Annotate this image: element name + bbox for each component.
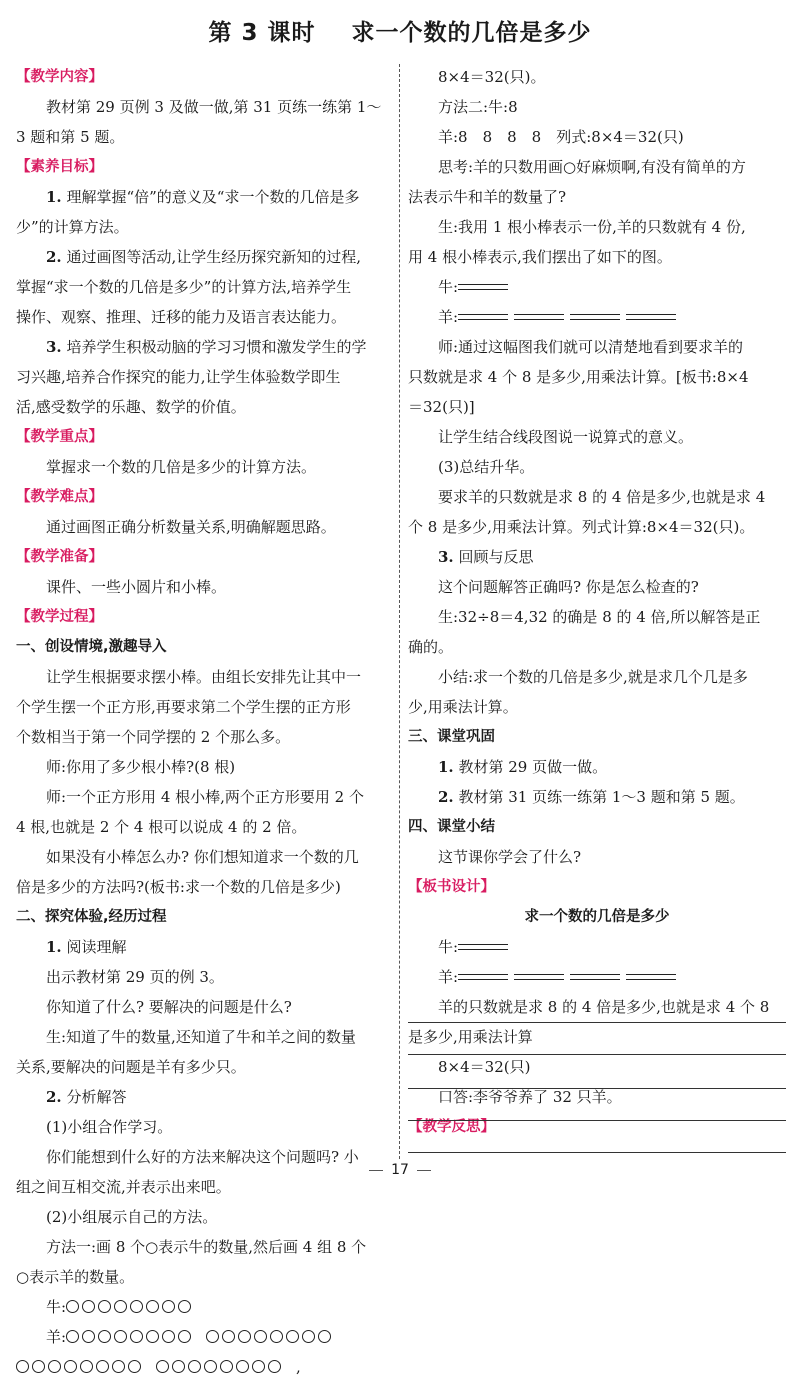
text-line [408,512,786,542]
text-line [408,992,786,1022]
text-line [16,182,392,212]
item-number: 2. [438,788,454,806]
item-number: 1. [46,188,62,206]
segment-bar [570,974,620,980]
circle-group [206,1322,334,1352]
line-text: 4 根,也就是 2 个 4 根可以说成 4 的 2 倍。 [16,818,307,836]
text-line [408,542,786,572]
line-text: ○表示羊的数量。 [16,1268,135,1286]
text-line [408,842,786,872]
section-tag: 【教学过程】 [16,609,103,625]
line-text: 分析解答 [66,1088,127,1106]
circle-icon [178,1300,191,1313]
circle-diagram-row [16,1292,392,1322]
item-number: 1. [438,758,454,776]
circle-icon [114,1300,127,1313]
text-line [16,722,392,752]
text-line [408,572,786,602]
circle-icon [128,1360,141,1373]
text-line [16,1202,392,1232]
text-line [408,662,786,692]
line-text: 教材第 29 页例 3 及做一做,第 31 页练一练第 1～ [46,98,382,116]
segment-diagram-row [408,302,786,332]
line-text: 小结:求一个数的几倍是多少,就是求几个几是多 [438,668,748,686]
text-line [408,482,786,512]
segment-bar [458,974,508,980]
line-text: 个 8 是多少,用乘法计算。列式计算:8×4＝32(只)。 [408,518,755,536]
line-text: ＝32(只)] [408,398,475,416]
line-text: 活,感受数学的乐趣、数学的价值。 [16,398,246,416]
line-text: 确的。 [408,638,454,656]
page-number-text: 17 [391,1162,409,1178]
text-line [16,1022,392,1052]
reflection-line [408,1022,786,1023]
text-line [16,1052,392,1082]
line-text: 个数相当于第一个同学摆的 2 个那么多。 [16,728,291,746]
segment-bar [458,314,508,320]
line-text: 口答:李爷爷养了 32 只羊。 [438,1088,622,1106]
text-line [408,152,786,182]
circle-group [66,1292,194,1322]
line-text: 少,用乘法计算。 [408,698,518,716]
circle-icon [48,1360,61,1373]
line-text: 回顾与反思 [458,548,534,566]
text-line [16,992,392,1022]
line-text: 这节课你学会了什么? [438,848,582,866]
text-line [16,1262,392,1292]
line-text: 培养学生积极动脑的学习习惯和激发学生的学 [66,338,367,356]
circle-icon [32,1360,45,1373]
line-text: 教材第 29 页做一做。 [458,758,608,776]
circle-diagram-row [16,1352,392,1382]
line-text: 方法一:画 8 个○表示牛的数量,然后画 4 组 8 个 [46,1238,367,1256]
segment-bar [626,974,676,980]
line-text: 习兴趣,培养合作探究的能力,让学生体验数学即生 [16,368,341,386]
line-text: 用 4 根小棒表示,我们摆出了如下的图。 [408,248,672,266]
reflection-line [408,1054,786,1055]
line-text: 你知道了什么? 要解决的问题是什么? [46,998,292,1016]
line-text: 只数就是求 4 个 8 是多少,用乘法计算。[板书:8×4 [408,368,749,386]
line-text: 通过画图正确分析数量关系,明确解题思路。 [46,518,336,536]
text-line [16,122,392,152]
text-line [408,422,786,452]
circle-icon [252,1360,265,1373]
circle-icon [112,1360,125,1373]
text-line [16,332,392,362]
text-line [408,752,786,782]
segment-bar [570,314,620,320]
section-heading: 四、课堂小结 [408,819,495,835]
circle-icon [82,1300,95,1313]
line-text: 课件、一些小圆片和小棒。 [46,578,227,596]
circle-icon [162,1330,175,1343]
circle-icon [98,1330,111,1343]
text-line [16,512,392,542]
segment-diagram-row [408,932,786,962]
text-line [408,212,786,242]
circle-icon [270,1330,283,1343]
line-text: 方法二:牛:8 [438,98,518,116]
line-text: 让学生结合线段图说一说算式的意义。 [438,428,694,446]
circle-icon [178,1330,191,1343]
line-text: 3 题和第 5 题。 [16,128,125,146]
item-number: 2. [46,248,62,266]
lesson-number: 第 3 课时 [208,20,316,46]
text-line [16,872,392,902]
circle-icon [156,1360,169,1373]
circle-icon [98,1300,111,1313]
line-text: 通过画图等活动,让学生经历探究新知的过程, [66,248,361,266]
section-heading: 一、创设情境,激趣导入 [16,639,167,655]
circle-icon [238,1330,251,1343]
circle-group [66,1322,194,1352]
left-column [16,62,392,1382]
circle-icon [80,1360,93,1373]
text-line [16,812,392,842]
circle-icon [130,1330,143,1343]
circle-icon [268,1360,281,1373]
text-line [408,1052,786,1082]
line-text: 如果没有小棒怎么办? 你们想知道求一个数的几 [46,848,359,866]
circle-diagram-row [16,1322,392,1352]
circle-icon [188,1360,201,1373]
segment-diagram-row [408,962,786,992]
line-text: 生:知道了牛的数量,还知道了牛和羊之间的数量 [46,1028,356,1046]
circle-icon [66,1300,79,1313]
line-text: 你们能想到什么好的方法来解决这个问题吗? 小 [46,1148,359,1166]
segment-label: 牛: [438,938,459,956]
text-line [16,1082,392,1112]
section-tag: 【教学反思】 [408,1119,495,1135]
circle-icon [16,1360,29,1373]
text-line [16,662,392,692]
segment-bar [626,314,676,320]
line-text: 生:我用 1 根小棒表示一份,羊的只数就有 4 份, [438,218,746,236]
line-text: 这个问题解答正确吗? 你是怎么检查的? [438,578,699,596]
line-text: (2)小组展示自己的方法。 [46,1208,218,1226]
section-tag: 【教学内容】 [16,69,103,85]
line-text: 羊:8 8 8 8 列式:8×4＝32(只) [438,128,684,146]
item-number: 2. [46,1088,62,1106]
text-line [16,692,392,722]
text-line [408,452,786,482]
line-text: 操作、观察、推理、迁移的能力及语言表达能力。 [16,308,347,326]
lesson-title [0,14,800,47]
item-number: 3. [46,338,62,356]
text-line [408,242,786,272]
segment-diagram-row [408,272,786,302]
text-line [408,782,786,812]
circle-group [156,1352,284,1382]
text-line [408,1022,786,1052]
reflection-line [408,1120,786,1121]
circle-icon [130,1300,143,1313]
segment-label: 羊: [438,308,459,326]
line-text: 法表示牛和羊的数量了? [408,188,567,206]
text-line [408,392,786,422]
circle-label: 羊: [46,1328,67,1346]
line-text: 8×4＝32(只)。 [438,68,546,86]
circle-icon [146,1330,159,1343]
segment-label: 牛: [438,278,459,296]
segment-bar [514,974,564,980]
line-text: 少”的计算方法。 [16,218,129,236]
text-line [16,842,392,872]
text-line [16,452,392,482]
section-tag: 【教学重点】 [16,429,103,445]
line-text: 阅读理解 [66,938,127,956]
line-text: 师:通过这幅图我们就可以清楚地看到要求羊的 [438,338,744,356]
page-number [0,1162,800,1178]
line-text: (1)小组合作学习。 [46,1118,173,1136]
text-line [16,752,392,782]
line-text: 羊的只数就是求 8 的 4 倍是多少,也就是求 4 个 8 [438,998,770,1016]
circle-icon [204,1360,217,1373]
segment-bar [458,284,508,290]
text-line [408,632,786,662]
section-tag: 【教学准备】 [16,549,103,565]
line-text: 掌握“求一个数的几倍是多少”的计算方法,培养学生 [16,278,352,296]
circle-icon [206,1330,219,1343]
section-tag: 【素养目标】 [16,159,103,175]
text-line [16,572,392,602]
line-text: 8×4＝32(只) [438,1058,531,1076]
column-divider [399,64,400,1159]
text-line [408,1082,786,1112]
text-line [16,92,392,122]
circle-icon [220,1360,233,1373]
section-tag: 【板书设计】 [408,879,495,895]
circle-icon [162,1300,175,1313]
segment-label: 羊: [438,968,459,986]
reflection-line [408,1152,786,1153]
text-line [408,182,786,212]
line-text: 让学生根据要求摆小棒。由组长安排先让其中一 [46,668,362,686]
reflection-line [408,1088,786,1089]
text-line [16,392,392,422]
line-text: 是多少,用乘法计算 [408,1028,533,1046]
text-line [16,1232,392,1262]
circle-icon [318,1330,331,1343]
text-line [16,932,392,962]
section-tag: 【教学难点】 [16,489,103,505]
circle-icon [286,1330,299,1343]
right-column [408,62,786,1142]
circle-row-tail: , [296,1358,301,1376]
board-title: 求一个数的几倍是多少 [524,909,670,925]
item-number: 1. [46,938,62,956]
line-text: 组之间互相交流,并表示出来吧。 [16,1178,231,1196]
circle-icon [146,1300,159,1313]
line-text: 出示教材第 29 页的例 3。 [46,968,224,986]
line-text: 思考:羊的只数用画○好麻烦啊,有没有简单的方 [438,158,746,176]
item-number: 3. [438,548,454,566]
circle-group [16,1352,144,1382]
line-text: 师:你用了多少根小棒?(8 根) [46,758,236,776]
text-line [408,362,786,392]
line-text: 教材第 31 页练一练第 1～3 题和第 5 题。 [458,788,745,806]
section-heading: 三、课堂巩固 [408,729,495,745]
line-text: 个学生摆一个正方形,再要求第二个学生摆的正方形 [16,698,351,716]
line-text: 师:一个正方形用 4 根小棒,两个正方形要用 2 个 [46,788,364,806]
text-line [408,122,786,152]
line-text: 关系,要解决的问题是羊有多少只。 [16,1058,246,1076]
text-line [16,962,392,992]
segment-bar [458,944,508,950]
lesson-topic: 求一个数的几倍是多少 [351,20,592,46]
circle-icon [96,1360,109,1373]
section-heading: 二、探究体验,经历过程 [16,909,167,925]
circle-icon [114,1330,127,1343]
text-line [408,692,786,722]
text-line [16,272,392,302]
line-text: 生:32÷8＝4,32 的确是 8 的 4 倍,所以解答是正 [438,608,761,626]
circle-icon [82,1330,95,1343]
line-text: 要求羊的只数就是求 8 的 4 倍是多少,也就是求 4 [438,488,766,506]
line-text: 倍是多少的方法吗?(板书:求一个数的几倍是多少) [16,878,341,896]
text-line [16,362,392,392]
circle-icon [172,1360,185,1373]
circle-icon [64,1360,77,1373]
line-text: 理解掌握“倍”的意义及“求一个数的几倍是多 [66,188,360,206]
circle-icon [236,1360,249,1373]
text-line [408,332,786,362]
text-line [16,302,392,332]
text-line [408,602,786,632]
text-line [408,92,786,122]
line-text: (3)总结升华。 [438,458,535,476]
text-line [16,782,392,812]
segment-bar [514,314,564,320]
circle-label: 牛: [46,1298,67,1316]
text-line [16,212,392,242]
circle-icon [66,1330,79,1343]
circle-icon [254,1330,267,1343]
line-text: 掌握求一个数的几倍是多少的计算方法。 [46,458,317,476]
circle-icon [302,1330,315,1343]
text-line [16,1112,392,1142]
text-line [408,62,786,92]
text-line [16,242,392,272]
circle-icon [222,1330,235,1343]
